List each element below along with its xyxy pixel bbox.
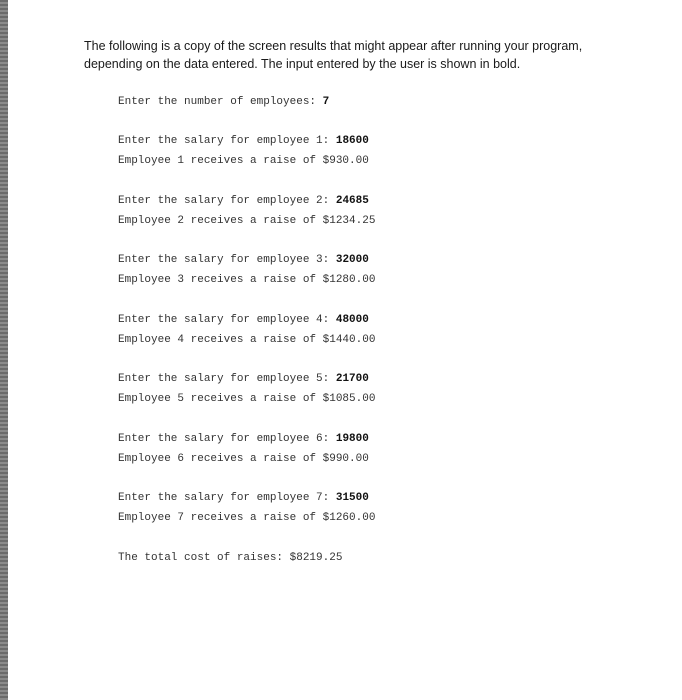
intro-line-1: The following is a copy of the screen results that might appear after running your program, bbox=[84, 39, 583, 53]
salary-input: 48000 bbox=[335, 313, 369, 326]
salary-prompt: Enter the salary for employee 4: bbox=[118, 313, 336, 326]
salary-line bbox=[118, 429, 375, 449]
employee-block-7 bbox=[118, 488, 375, 528]
salary-input: 31500 bbox=[335, 492, 369, 504]
employees-line bbox=[118, 92, 375, 112]
employee-block-4 bbox=[118, 310, 375, 350]
salary-input: 19800 bbox=[335, 432, 369, 445]
employee-block-1 bbox=[118, 131, 375, 171]
raise-line: Employee 2 receives a raise of $1234.25 bbox=[118, 214, 376, 227]
left-edge-strip bbox=[0, 0, 8, 700]
total-line: The total cost of raises: $8219.25 bbox=[118, 551, 343, 564]
salary-prompt: Enter the salary for employee 6: bbox=[118, 432, 336, 445]
salary-line bbox=[118, 369, 375, 389]
console-output bbox=[118, 92, 375, 568]
employees-prompt: Enter the number of employees: bbox=[118, 96, 323, 108]
salary-input: 21700 bbox=[335, 373, 369, 385]
employees-input: 7 bbox=[322, 96, 330, 108]
salary-input: 18600 bbox=[335, 135, 369, 147]
raise-line: Employee 1 receives a raise of $930.00 bbox=[118, 155, 369, 167]
employee-block-5 bbox=[118, 369, 375, 409]
salary-line bbox=[118, 310, 375, 330]
employee-block-2 bbox=[118, 191, 375, 231]
raise-line: Employee 7 receives a raise of $1260.00 bbox=[118, 512, 376, 524]
raise-line: Employee 6 receives a raise of $990.00 bbox=[118, 452, 369, 465]
salary-line bbox=[118, 131, 375, 151]
document-page bbox=[8, 0, 682, 700]
raise-line: Employee 4 receives a raise of $1440.00 bbox=[118, 333, 376, 346]
salary-prompt: Enter the salary for employee 5: bbox=[118, 373, 336, 385]
intro-paragraph bbox=[84, 37, 584, 73]
salary-input: 32000 bbox=[335, 254, 369, 266]
spacer bbox=[118, 112, 375, 131]
salary-line bbox=[118, 488, 375, 508]
salary-prompt: Enter the salary for employee 7: bbox=[118, 492, 336, 504]
employee-block-6 bbox=[118, 429, 375, 469]
raise-line: Employee 3 receives a raise of $1280.00 bbox=[118, 274, 376, 286]
salary-prompt: Enter the salary for employee 2: bbox=[118, 194, 336, 207]
salary-prompt: Enter the salary for employee 1: bbox=[118, 135, 336, 147]
salary-line bbox=[118, 191, 375, 211]
salary-input: 24685 bbox=[335, 194, 369, 207]
salary-prompt: Enter the salary for employee 3: bbox=[118, 254, 336, 266]
employee-block-3 bbox=[118, 250, 375, 290]
intro-line-2: depending on the data entered. The input entered by the user is shown in bold. bbox=[84, 57, 521, 71]
salary-line bbox=[118, 250, 375, 270]
raise-line: Employee 5 receives a raise of $1085.00 bbox=[118, 393, 376, 405]
